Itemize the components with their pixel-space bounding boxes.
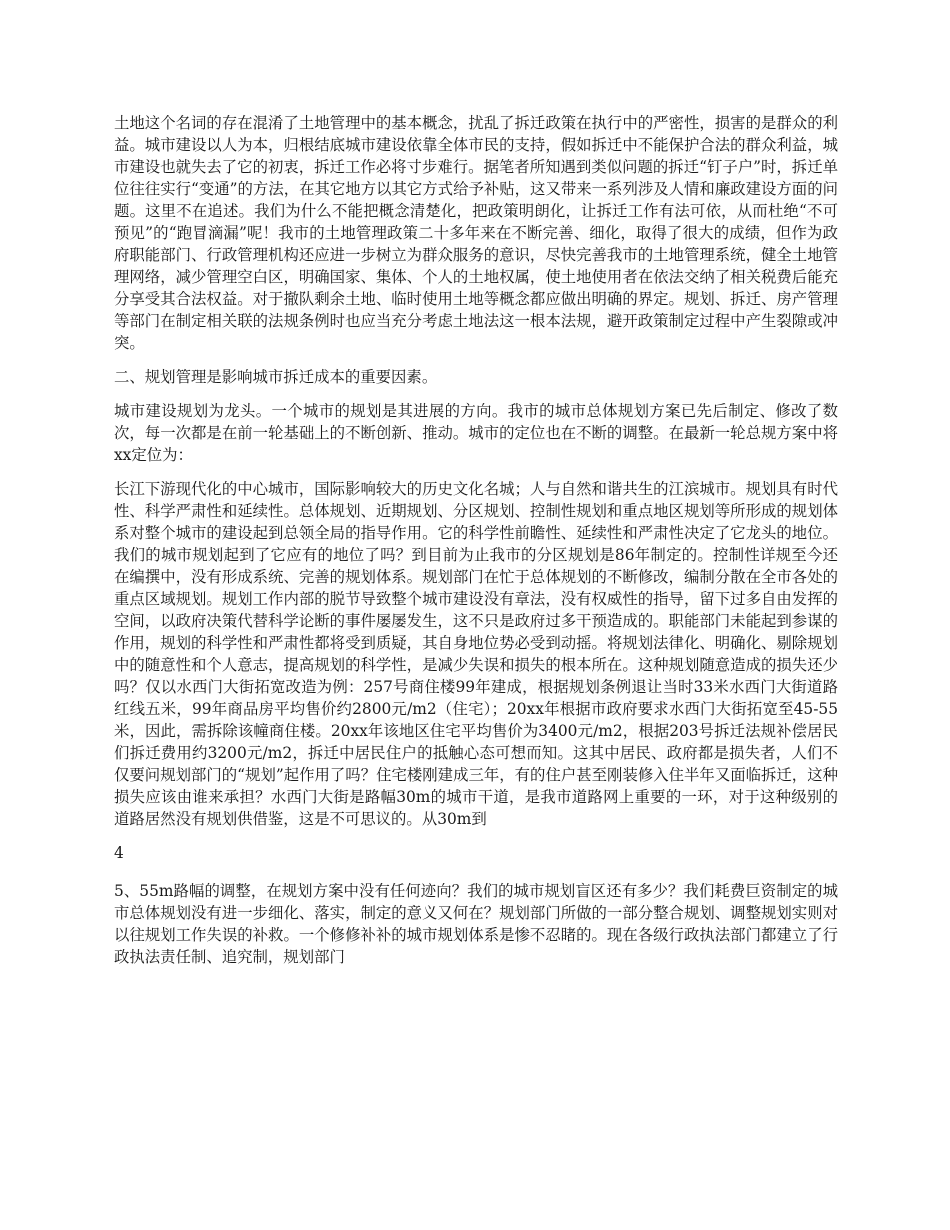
body-paragraph-city-planning: 城市建设规划为龙头。一个城市的规划是其进展的方向。我市的城市总体规划方案已先后制定、修改了数次，每一次都是在前一轮基础上的不断创新、推动。城市的定位也在不断的调整。在最新一轮总规方案中将xx定位为： [114,402,838,464]
page-number: 4 [114,844,124,862]
body-paragraph-land-concept: 土地这个名词的存在混淆了土地管理中的基本概念，扰乱了拆迁政策在执行中的严密性，损害的是群众的利益。城市建设以人为本，归根结底城市建设依靠全体市民的支持，假如拆迁中不能保护合法的群众利益，城市建设也就失去了它的初衷，拆迁工作必将寸步难行。据笔者所知遇到类似问题的拆迁“钉子户”时，拆迁单位往往实行“变通”的方法，在其它地方以其它方式给予补贴，这又带来一系列涉及人情和廉政建设方面的问题。这里不在追述。我们为什么不能把概念清楚化，把政策明朗化，让拆迁工作有法可依，从而杜绝“不可预见”的“跑冒滴漏”呢！我市的土地管理政策二十多年来在不断完善、细化，取得了很大的成绩，但作为政府职能部门、行政管理机构还应进一步树立为群众服务的意识，尽快完善我市的土地管理系统，健全土地管理网络，减少管理空白区，明确国家、集体、个人的土地权属，使土地使用者在依法交纳了相关税费后能充分享受其合法权益。对于撤队剩余土地、临时使用土地等概念都应做出明确的界定。规划、拆迁、房产管理等部门在制定相关联的法规条例时也应当充分考虑土地法这一根本法规，避开政策制定过程中产生裂隙或冲突。 [114,114,838,352]
body-paragraph-continuation: 5、55m路幅的调整，在规划方案中没有任何迹向？我们的城市规划盲区还有多少？我们耗费巨资制定的城市总体规划没有进一步细化、落实，制定的意义又何在？规划部门所做的一部分整合规划、调整规划实则对以往规划工作失误的补救。一个修修补补的城市规划体系是惨不忍睹的。现在各级行政执法部门都建立了行政执法责任制、追究制，规划部门 [114,882,838,966]
section-heading-planning: 二、规划管理是影响城市拆迁成本的重要因素。 [114,368,438,386]
body-paragraph-planning-system: 长江下游现代化的中心城市，国际影响较大的历史文化名城；人与自然和谐共生的江滨城市。规划具有时代性、科学严肃性和延续性。总体规划、近期规划、分区规划、控制性规划和重点地区规划等所形成的规划体系对整个城市的建设起到总领全局的指导作用。它的科学性前瞻性、延续性和严肃性决定了它龙头的地位。我们的城市规划起到了它应有的地位了吗？到目前为止我市的分区规划是86年制定的。控制性详规至今还在编撰中，没有形成系统、完善的规划体系。规划部门在忙于总体规划的不断修改，编制分散在全市各处的重点区域规划。规划工作内部的脱节导致整个城市建设没有章法，没有权威性的指导，留下过多自由发挥的空间，以政府决策代替科学论断的事件屡屡发生，这不只是政府过多干预造成的。职能部门未能起到参谋的作用，规划的科学性和严肃性都将受到质疑，其自身地位势必受到动摇。将规划法律化、明确化、剔除规划中的随意性和个人意志，提高规划的科学性，是减少失误和损失的根本所在。这种规划随意造成的损失还少吗？仅以水西门大街拓宽改造为例：257号商住楼99年建成，根据规划条例退让当时33米水西门大街道路红线五米，99年商品房平均售价约2800元/m2（住宅）；20xx年根据市政府要求水西门大街拓宽至45-55米，因此，需拆除该幢商住楼。20xx年该地区住宅平均售价为3400元/m2，根据203号拆迁法规补偿居民们拆迁费用约3200元/m2，拆迁中居民住户的抵触心态可想而知。这其中居民、政府都是损失者，人们不仅要问规划部门的“规划”起作用了吗？住宅楼刚建成三年，有的住户甚至刚装修入住半年又面临拆迁，这种损失应该由谁来承担？水西门大街是路幅30m的城市干道，是我市道路网上重要的一环，对于这种级别的道路居然没有规划供借鉴，这是不可思议的。从30m到 [114,480,838,828]
document-page [114,112,838,980]
